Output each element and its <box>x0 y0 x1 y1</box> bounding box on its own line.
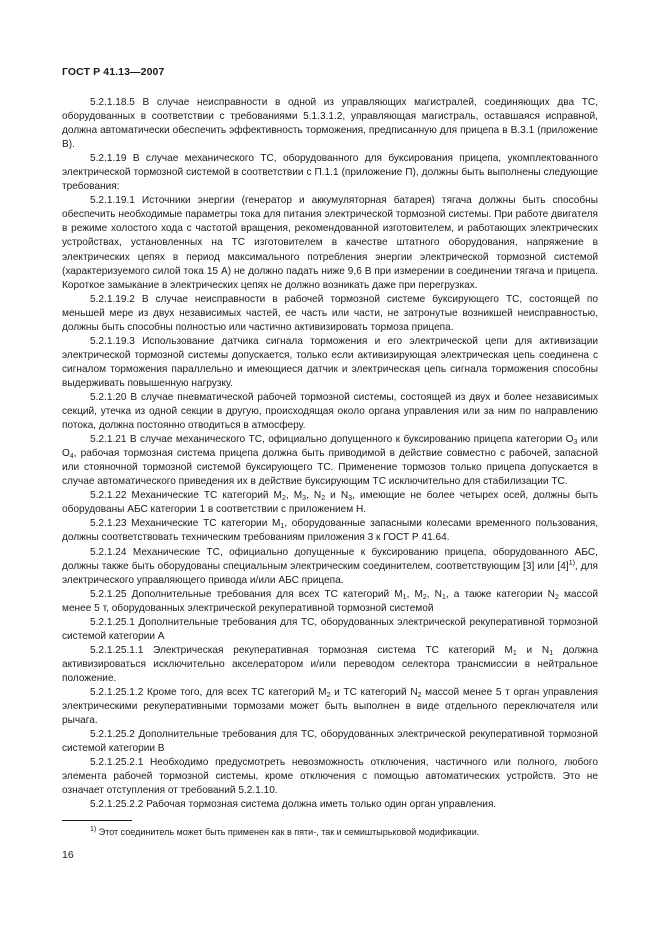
paragraph: 5.2.1.25.2.2 Рабочая тормозная система должна иметь только один орган управления. <box>90 799 497 811</box>
paragraph-text: 5.2.1.25 Дополнительные требования для всех ТС категорий M <box>90 588 403 600</box>
subscript: 4 <box>69 453 74 461</box>
paragraph-text: , N <box>426 588 442 600</box>
paragraph-text: , M <box>285 490 303 502</box>
document-body <box>62 96 598 812</box>
subscript: 1 <box>402 593 407 601</box>
paragraph <box>62 588 598 616</box>
footnote-ref: 1) <box>568 559 575 567</box>
paragraph: 5.2.1.18.5 В случае неисправности в одной из управляющих магистралей, соединяющих два ТС, оборудованных в соответствии с требованиями 5.1.3.1.2, управляющая магистраль, оставшаяся исправной, должна автоматически обеспечить эффективность торможения, предписанную для прицепа в В.3.1 (приложение В). <box>62 97 598 151</box>
subscript: 1 <box>280 523 285 531</box>
paragraph-text: и ТС категорий N <box>330 686 418 698</box>
subscript: 1 <box>549 649 554 657</box>
paragraph-text: 5.2.1.25.1.1 Электрическая рекуперативная тормозная система ТС категорий M <box>90 644 513 656</box>
paragraph: 5.2.1.20 В случае пневматической рабочей тормозной системы, состоящей из двух и более независимых секций, утечка из одной секции в другую, происходящая около органа управления или за ним по направлению потока, должна постоянно отводиться в атмосферу. <box>62 391 598 432</box>
category-label: O <box>565 434 574 446</box>
paragraph: 5.2.1.25.2.1 Необходимо предусмотреть невозможность отключения, частичного или полного, любого элемента рабочей тормозной системы, кроме отключения с помощью автоматических устройств. Это не означает отступления от требований 5.2.1.10. <box>62 757 598 797</box>
footnote <box>90 826 590 838</box>
paragraph-text: , для электрического управляющего привода и/или АБС прицепа. <box>62 560 598 586</box>
paragraph-text: 5.2.1.23 Механические ТС категории M <box>90 518 281 530</box>
paragraph: 5.2.1.25.2 Дополнительные требования для ТС, оборудованных электрической рекуперативной тормозной системой категории В <box>62 729 598 755</box>
paragraph-text: массой менее 5 т орган управления электрическими рекуперативными тормозами может быть выполнен в виде отдельного переключателя или рычага. <box>62 686 599 727</box>
paragraph-text: массой менее 5 т, оборудованных электрической рекуперативной тормозной системой <box>62 588 598 614</box>
paragraph-text: 5.2.1.24 Механические ТС, официально допущенные к буксированию прицепа, оборудованного АБС, должны также быть оборудованы специальным электрическим соединителем, соответствующим [3] или [4] <box>62 546 598 572</box>
paragraph-text: и N <box>516 644 550 656</box>
paragraph-text: и N <box>325 490 349 502</box>
paragraph-text: или O <box>62 434 598 460</box>
paragraph <box>62 644 598 686</box>
subscript: 2 <box>422 593 427 601</box>
subscript: 1 <box>441 593 446 601</box>
paragraph <box>62 686 598 728</box>
subscript: 2 <box>281 495 286 503</box>
paragraph: 5.2.1.19 В случае механического ТС, оборудованного для буксирования прицепа, укомплектованного электрической тормозной системой в соответствии с П.1.1 (приложение П), должны быть выполнены следующие требования: <box>62 153 598 193</box>
paragraph: 5.2.1.19.2 В случае неисправности в рабочей тормозной системе буксирующего ТС, состоящей по меньшей мере из двух независимых частей, ее часть или части, не затронутые возникшей неисправностью, должны быть способны полностью или частично активизировать тормоза прицепа. <box>62 293 598 333</box>
page-header: ГОСТ Р 41.13—2007 <box>62 66 165 78</box>
paragraph-text: 5.2.1.21 В случае механического ТС, официально допущенного к буксированию прицепа категории <box>90 434 563 446</box>
subscript: 2 <box>321 495 326 503</box>
paragraph: 5.2.1.19.3 Использование датчика сигнала торможения и его электрической цепи для активизации электрической тормозной системы допускается, только если активизирующая электрическая цепь соединена с сигналом торможения параллельно и имеющиеся датчик и электрическая цепь сигнала торможения способны выдерживать повышенную нагрузку. <box>62 335 598 389</box>
paragraph-text: должна активизироваться исключительно акселератором и/или переводом селектора трансмиссии в нейтральное положение. <box>62 644 598 684</box>
paragraph-text: , имеющие не более четырех осей, должны быть оборудованы АБС категории 1 в соответствии с приложением Н. <box>62 490 598 516</box>
footnote-text: Этот соединитель может быть применен как в пяти-, так и семиштырьковой модификации. <box>96 827 480 837</box>
subscript: 2 <box>326 691 331 699</box>
paragraph: 5.2.1.19.1 Источники энергии (генератор и аккумуляторная батарея) тягача должны быть способны обеспечить необходимые параметры тока для питания электрической тормозной системы. При работе двигателя в режиме холостого хода с частотой вращения, рекомендованной изготовителем, и работающих электрических устройствах, установленных на ТС изготовителем в качестве штатного оборудования, напряжение в электрических цепях в период максимального потребления энергии электрической тормозной системой (характеризуемого силой тока 15 А) не должно падать ниже 9,6 В при измерении в соединении тягача и прицепа. Короткое замыкание в электрических цепях не должно возникать даже при перегрузках. <box>62 195 598 291</box>
paragraph: 5.2.1.25.1 Дополнительные требования для ТС, оборудованных электрической рекуперативной тормозной системой категории А <box>62 616 598 642</box>
footnote-divider <box>62 820 132 821</box>
paragraph <box>62 546 598 588</box>
paragraph <box>62 489 598 517</box>
subscript: 3 <box>573 439 578 447</box>
subscript: 2 <box>417 691 422 699</box>
paragraph-text: , оборудованные запасными колесами временного пользования, должны соответствовать техническим требованиям приложения 3 к ГОСТ Р 41.64. <box>62 518 598 544</box>
paragraph <box>62 433 598 489</box>
subscript: 3 <box>302 495 307 503</box>
paragraph <box>62 517 598 545</box>
page-number: 16 <box>62 849 74 861</box>
footnote-marker: 1) <box>90 826 97 833</box>
paragraph-text: , рабочая тормозная система прицепа должна быть приводимой в действие совместно с рабочей, запасной или стояночной тормозной системой буксирующего ТС. Применение тормозов только прицепа допускается в случае автоматического приведения их в действие буксирующим ТС исключительно для стабилизации ТС. <box>62 448 598 488</box>
subscript: 3 <box>348 495 353 503</box>
paragraph-text: 5.2.1.25.1.2 Кроме того, для всех ТС категорий M <box>90 686 327 698</box>
subscript: 1 <box>512 649 517 657</box>
subscript: 2 <box>554 593 559 601</box>
paragraph-text: 5.2.1.22 Механические ТС категорий M <box>90 490 282 502</box>
paragraph-text: , а также категории N <box>445 588 555 600</box>
paragraph-text: , M <box>406 588 423 600</box>
paragraph-text: , N <box>306 490 322 502</box>
